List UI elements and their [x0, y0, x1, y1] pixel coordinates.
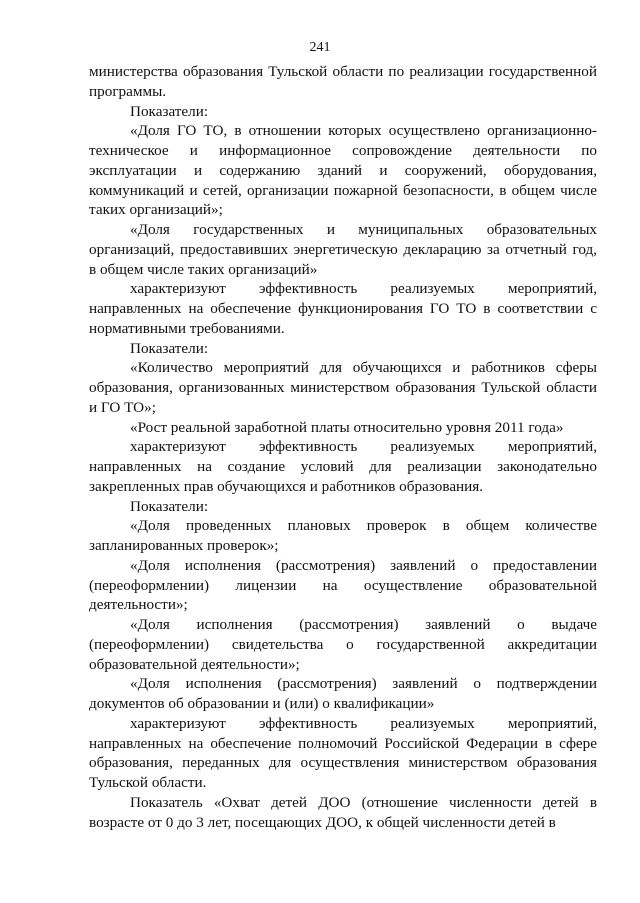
paragraph: характеризуют эффективность реализуемых мероприятий, направленных на обеспечение функционирования ГО ТО в соответствии с нормативными требованиями. — [89, 280, 597, 337]
page-number: 241 — [309, 40, 331, 55]
paragraph: характеризуют эффективность реализуемых мероприятий, направленных на создание условий для реализации законодательно закрепленных прав обучающихся и работников образования. — [89, 438, 597, 495]
paragraph: «Рост реальной заработной платы относительно уровня 2011 года» — [130, 418, 564, 436]
paragraph: «Доля исполнения (рассмотрения) заявлений о предоставлении (переоформлении) лицензии на осуществление образовательной деятельности»; — [89, 556, 597, 614]
paragraph: Показатели: — [130, 497, 209, 515]
paragraph: «Доля ГО ТО, в отношении которых осуществлено организационно-техническое и информационное сопровождение деятельности по эксплуатации и содержанию зданий и сооружений, оборудования, коммуникаций и сетей, организации пожарной безопасности, в общем числе таких организаций»; — [89, 122, 597, 219]
paragraph: «Доля проведенных плановых проверок в общем количестве запланированных проверок»; — [89, 517, 597, 554]
paragraph: министерства образования Тульской области по реализации государственной программы. — [89, 63, 597, 100]
paragraph: «Доля исполнения (рассмотрения) заявлений о подтверждении документов об образовании и (или) о квалификации» — [89, 675, 597, 712]
paragraph: «Количество мероприятий для обучающихся и работников сферы образования, организованных министерством образования Тульской области и ГО ТО»; — [89, 359, 597, 416]
paragraph: Показатели: — [130, 102, 209, 120]
document-body — [89, 62, 597, 832]
paragraph: «Доля исполнения (рассмотрения) заявлений о выдаче (переоформлении) свидетельства о государственной аккредитации образовательной деятельности»; — [89, 616, 597, 673]
paragraph: Показатели: — [130, 339, 209, 357]
paragraph: характеризуют эффективность реализуемых мероприятий, направленных на обеспечение полномочий Российской Федерации в сфере образования, переданных для осуществления министерством образования Тульской области. — [89, 714, 597, 791]
paragraph: Показатель «Охват детей ДОО (отношение численности детей в возрасте от 0 до 3 лет, посещающих ДОО, к общей численности детей в — [89, 793, 597, 831]
paragraph: «Доля государственных и муниципальных образовательных организаций, предоставивших энергетическую декларацию за отчетный год, в общем числе таких организаций» — [89, 221, 597, 278]
